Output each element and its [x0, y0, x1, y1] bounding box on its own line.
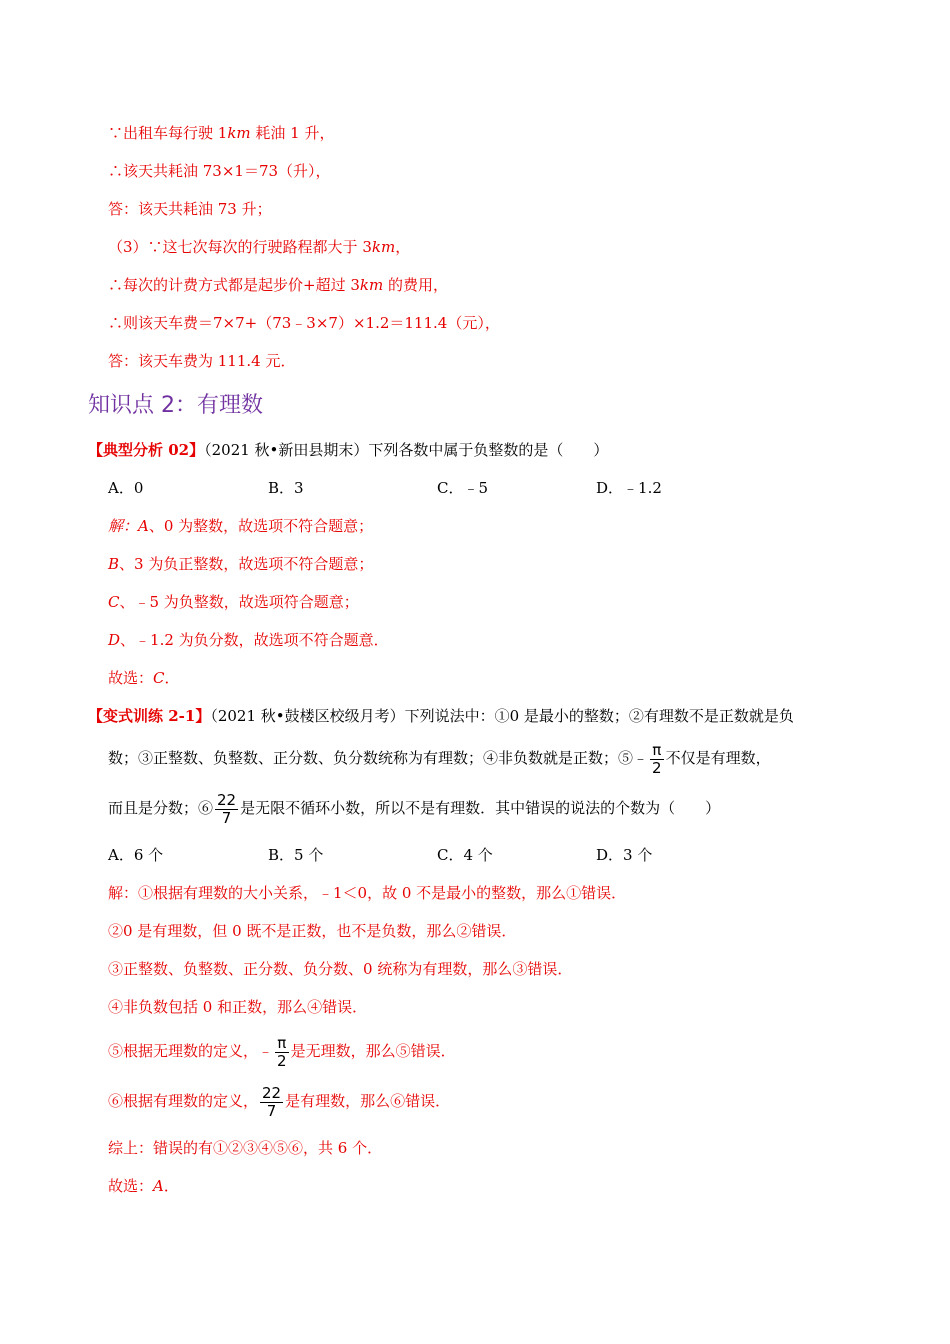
text: ⑤根据无理数的定义，﹣ — [108, 1042, 274, 1060]
text: 、3 为负正整数，故选项不符合题意； — [119, 555, 374, 573]
text: 故选： — [108, 669, 154, 687]
numerator: 22 — [217, 790, 237, 809]
solution-line — [108, 237, 410, 257]
text: ， — [395, 238, 411, 256]
solution-line: ②0 是有理数，但 0 既不是正数，也不是负数，那么②错误． — [108, 922, 517, 940]
text: ∵出租车每行驶 1 — [108, 124, 228, 142]
option-a: A．6 个 — [108, 846, 164, 864]
answer-letter: A — [153, 1177, 164, 1195]
numerator: 22 — [262, 1083, 282, 1102]
solution-line: ③正整数、负整数、正分数、负分数、0 统称为有理数，那么③错误． — [108, 960, 573, 978]
option-c: C．﹣5 — [437, 479, 489, 497]
option-c: C．4 个 — [437, 846, 493, 864]
text: ∴每次的计费方式都是起步价+超过 3 — [108, 276, 360, 294]
question-text: （2021 秋•鼓楼区校级月考）下列说法中：①0 是最小的整数；②有理数不是正数就是负 — [210, 707, 794, 725]
question-text: 是无限不循环小数，所以不是有理数．其中错误的说法的个数为（ ） — [240, 799, 721, 817]
question-text: 不仅是有理数， — [665, 749, 771, 767]
text: ． — [163, 1177, 179, 1195]
question-text: （2021 秋•新田县期末）下列各数中属于负整数的是（ ） — [204, 441, 609, 459]
fraction-22-over-7 — [215, 792, 238, 827]
solution-line: 解：①根据有理数的大小关系，﹣1＜0，故 0 不是最小的整数，那么①错误． — [108, 884, 627, 902]
text: 是有理数，那么⑥错误． — [285, 1092, 451, 1110]
solution-line — [108, 554, 373, 574]
solution-line: 综上：错误的有①②③④⑤⑥，共 6 个． — [108, 1139, 383, 1157]
denominator: 2 — [652, 758, 662, 777]
unit: km — [227, 124, 251, 142]
solution-line — [108, 516, 373, 536]
solution-line — [108, 592, 359, 612]
text: 解：A — [108, 517, 149, 535]
option-b: B．5 个 — [268, 846, 324, 864]
solution-line — [108, 275, 448, 295]
numerator: π — [650, 742, 664, 760]
solution-line: ∴则该天车费＝7×7+（73﹣3×7）×1.2＝111.4（元）， — [108, 314, 500, 332]
question-stem — [88, 440, 608, 460]
denominator: 2 — [277, 1051, 287, 1070]
text: 故选： — [108, 1177, 154, 1195]
text: B — [108, 555, 120, 573]
question-tag: 【变式训练 2-1】 — [88, 707, 211, 725]
denominator: 7 — [221, 808, 232, 827]
text: 、﹣5 为负整数，故选项符合题意； — [119, 593, 359, 611]
question-tag: 【典型分析 02】 — [88, 441, 205, 459]
answer-letter: C — [153, 669, 165, 687]
text: （3）∵这七次每次的行驶路程都大于 3 — [108, 238, 372, 256]
fraction-22-over-7 — [260, 1085, 283, 1120]
text: 是无理数，那么⑤错误． — [290, 1042, 456, 1060]
question-text: 数；③正整数、负整数、正分数、负分数统称为有理数；④非负数就是正数；⑤﹣ — [108, 749, 649, 767]
question-stem-line — [108, 790, 720, 827]
answer-line — [108, 668, 180, 688]
solution-line — [108, 630, 389, 650]
option-d: D．﹣1.2 — [596, 479, 662, 497]
text: 、﹣1.2 为负分数，故选项不符合题意． — [120, 631, 389, 649]
solution-line: ∴该天共耗油 73×1＝73（升）， — [108, 162, 331, 180]
text: C — [108, 593, 120, 611]
unit: km — [371, 238, 396, 256]
text: 、0 为整数，故选项不符合题意； — [148, 517, 374, 535]
text: D — [108, 631, 121, 649]
question-stem — [88, 706, 794, 726]
unit: km — [359, 276, 384, 294]
text: ⑥根据有理数的定义， — [108, 1092, 259, 1110]
fraction-pi-over-2 — [275, 1035, 289, 1070]
answer-line — [108, 1176, 179, 1196]
solution-line — [108, 123, 335, 143]
fraction-pi-over-2 — [650, 742, 664, 777]
question-text: 而且是分数；⑥ — [108, 799, 214, 817]
text: 耗油 1 升， — [250, 124, 335, 142]
option-a: A．0 — [108, 479, 144, 497]
solution-line: 答：该天车费为 111.4 元． — [108, 352, 296, 370]
option-b: B．3 — [268, 479, 304, 497]
denominator: 7 — [266, 1101, 277, 1120]
solution-line — [108, 1083, 450, 1120]
text: ． — [164, 669, 180, 687]
solution-line: 答：该天共耗油 73 升； — [108, 200, 272, 218]
option-d: D．3 个 — [596, 846, 653, 864]
numerator: π — [275, 1035, 289, 1053]
text: 的费用， — [383, 276, 448, 294]
solution-line: ④非负数包括 0 和正数，那么④错误． — [108, 998, 368, 1016]
solution-line — [108, 1033, 456, 1070]
section-title: 知识点 2：有理数 — [88, 393, 263, 418]
question-stem-line — [108, 740, 771, 777]
